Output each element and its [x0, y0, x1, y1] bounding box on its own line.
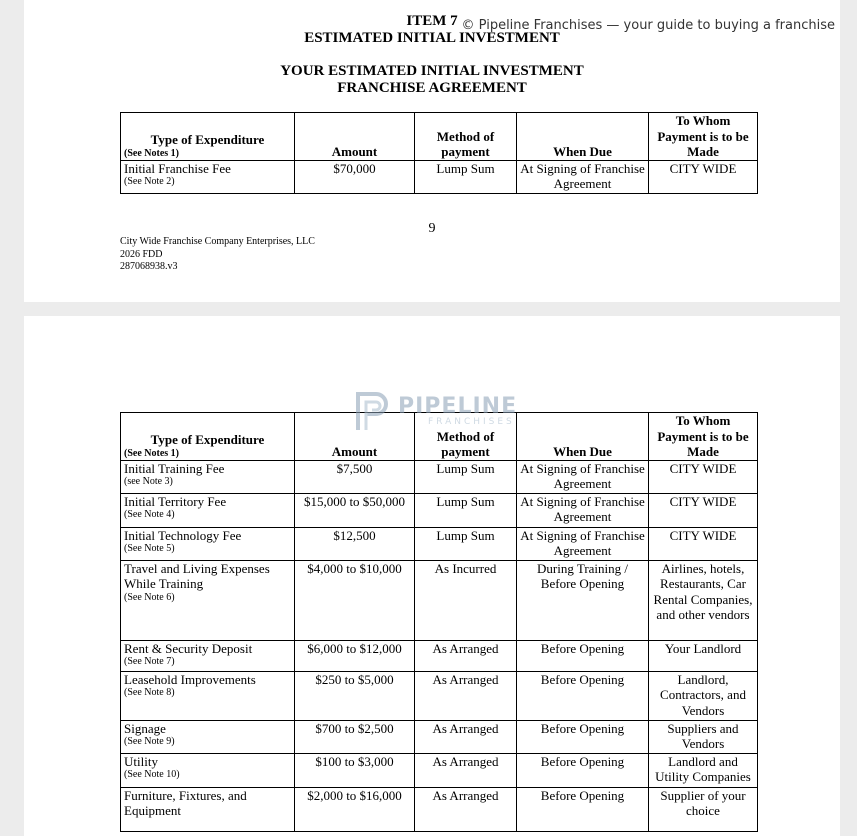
cell-when: Before Opening — [517, 671, 649, 720]
expenditure-note: (See Note 10) — [124, 769, 180, 780]
watermark-text: © Pipeline Franchises — your guide to buying a franchise — [461, 18, 835, 33]
cell-whom: Suppliers and Vendors — [649, 720, 758, 753]
header-amount: Amount — [295, 413, 415, 461]
footer-docid: 287068938.v3 — [120, 261, 178, 272]
header-when: When Due — [517, 413, 649, 461]
document-page-2 — [24, 316, 840, 836]
header-type: Type of Expenditure (See Notes 1) — [121, 113, 295, 161]
cell-whom: Supplier of your choice — [649, 787, 758, 831]
expenditure-note: (See Note 2) — [124, 176, 175, 187]
cell-when: At Signing of Franchise Agreement — [517, 527, 649, 560]
expenditure-type: Signage — [124, 720, 166, 736]
expenditure-type: Furniture, Fixtures, and Equipment — [124, 787, 247, 818]
cell-type — [121, 720, 295, 753]
expenditure-type: Rent & Security Deposit — [124, 640, 253, 656]
expenditure-type: Travel and Living Expenses While Training — [124, 560, 270, 591]
header-whom: To Whom Payment is to be Made — [649, 413, 758, 461]
cell-method: Lump Sum — [415, 460, 517, 493]
table-row — [121, 527, 758, 560]
cell-whom: Your Landlord — [649, 640, 758, 671]
cell-method: As Arranged — [415, 671, 517, 720]
footer-fdd: 2026 FDD — [120, 248, 163, 260]
cell-amount: $70,000 — [295, 160, 415, 193]
expenditure-note: (See Note 8) — [124, 687, 175, 698]
table-row — [121, 160, 758, 193]
table-heading: YOUR ESTIMATED INITIAL INVESTMENT — [280, 63, 584, 79]
expenditure-note: (See Note 6) — [124, 591, 175, 603]
table-subheading: FRANCHISE AGREEMENT — [337, 80, 527, 96]
table-row — [121, 720, 758, 753]
logo-sub: FRANCHISES — [428, 417, 515, 427]
cell-when: Before Opening — [517, 787, 649, 831]
cell-whom: Landlord, Contractors, and Vendors — [649, 671, 758, 720]
expenditure-note: (See Note 7) — [124, 656, 175, 667]
pipeline-logo-icon — [354, 390, 394, 432]
logo-name: PIPELINE — [398, 394, 518, 419]
header-whom: To Whom Payment is to be Made — [649, 113, 758, 161]
expenditure-type: Initial Training Fee — [124, 460, 225, 476]
table-header-row — [121, 113, 758, 161]
cell-amount: $700 to $2,500 — [295, 720, 415, 753]
cell-type — [121, 560, 295, 640]
cell-method: As Arranged — [415, 720, 517, 753]
cell-method: As Arranged — [415, 640, 517, 671]
cell-amount: $7,500 — [295, 460, 415, 493]
table-row — [121, 753, 758, 787]
cell-method: Lump Sum — [415, 493, 517, 527]
cell-method: Lump Sum — [415, 160, 517, 193]
investment-table-2 — [120, 412, 758, 832]
cell-when: At Signing of Franchise Agreement — [517, 460, 649, 493]
cell-amount: $15,000 to $50,000 — [295, 493, 415, 527]
header-type: Type of Expenditure (See Notes 1) — [121, 413, 295, 461]
table-row — [121, 460, 758, 493]
cell-type — [121, 460, 295, 493]
expenditure-type: Leasehold Improvements — [124, 671, 256, 687]
cell-amount: $4,000 to $10,000 — [295, 560, 415, 640]
table-row — [121, 787, 758, 831]
cell-when: At Signing of Franchise Agreement — [517, 493, 649, 527]
header-method: Method of payment — [415, 413, 517, 461]
table-row — [121, 560, 758, 640]
table-row — [121, 640, 758, 671]
header-amount: Amount — [295, 113, 415, 161]
cell-when: Before Opening — [517, 720, 649, 753]
cell-amount: $6,000 to $12,000 — [295, 640, 415, 671]
cell-type — [121, 640, 295, 671]
cell-type — [121, 527, 295, 560]
cell-whom: Airlines, hotels, Restaurants, Car Rental Companies, and other vendors — [649, 560, 758, 640]
expenditure-note: (see Note 3) — [124, 476, 173, 487]
cell-whom: CITY WIDE — [649, 460, 758, 493]
table-row — [121, 671, 758, 720]
cell-whom: CITY WIDE — [649, 527, 758, 560]
expenditure-type: Utility — [124, 753, 158, 769]
header-when: When Due — [517, 113, 649, 161]
cell-type — [121, 160, 295, 193]
cell-method: As Incurred — [415, 560, 517, 640]
table-row — [121, 493, 758, 527]
cell-when: At Signing of Franchise Agreement — [517, 160, 649, 193]
expenditure-type: Initial Franchise Fee — [124, 160, 231, 176]
cell-amount: $100 to $3,000 — [295, 753, 415, 787]
page-number: 9 — [428, 221, 436, 236]
cell-type — [121, 787, 295, 831]
expenditure-note: (See Note 4) — [124, 509, 175, 520]
header-method: Method of payment — [415, 113, 517, 161]
cell-amount: $2,000 to $16,000 — [295, 787, 415, 831]
expenditure-type: Initial Territory Fee — [124, 493, 227, 509]
investment-table-1 — [120, 112, 758, 194]
cell-amount: $12,500 — [295, 527, 415, 560]
item-title: ITEM 7 — [406, 13, 458, 29]
expenditure-type: Initial Technology Fee — [124, 527, 242, 543]
cell-type — [121, 753, 295, 787]
cell-amount: $250 to $5,000 — [295, 671, 415, 720]
pipeline-logo — [354, 390, 518, 432]
cell-when: Before Opening — [517, 640, 649, 671]
expenditure-note: (See Note 5) — [124, 543, 175, 554]
cell-type — [121, 671, 295, 720]
expenditure-note: (See Note 9) — [124, 736, 175, 747]
cell-whom: CITY WIDE — [649, 160, 758, 193]
cell-type — [121, 493, 295, 527]
item-heading: ESTIMATED INITIAL INVESTMENT — [304, 30, 560, 46]
cell-method: As Arranged — [415, 787, 517, 831]
footer-company: City Wide Franchise Company Enterprises, LLC — [120, 236, 315, 247]
cell-method: As Arranged — [415, 753, 517, 787]
page-footer — [120, 236, 315, 274]
cell-whom: Landlord and Utility Companies — [649, 753, 758, 787]
cell-when: During Training / Before Opening — [517, 560, 649, 640]
document-page-1 — [24, 0, 840, 302]
cell-when: Before Opening — [517, 753, 649, 787]
cell-method: Lump Sum — [415, 527, 517, 560]
cell-whom: CITY WIDE — [649, 493, 758, 527]
